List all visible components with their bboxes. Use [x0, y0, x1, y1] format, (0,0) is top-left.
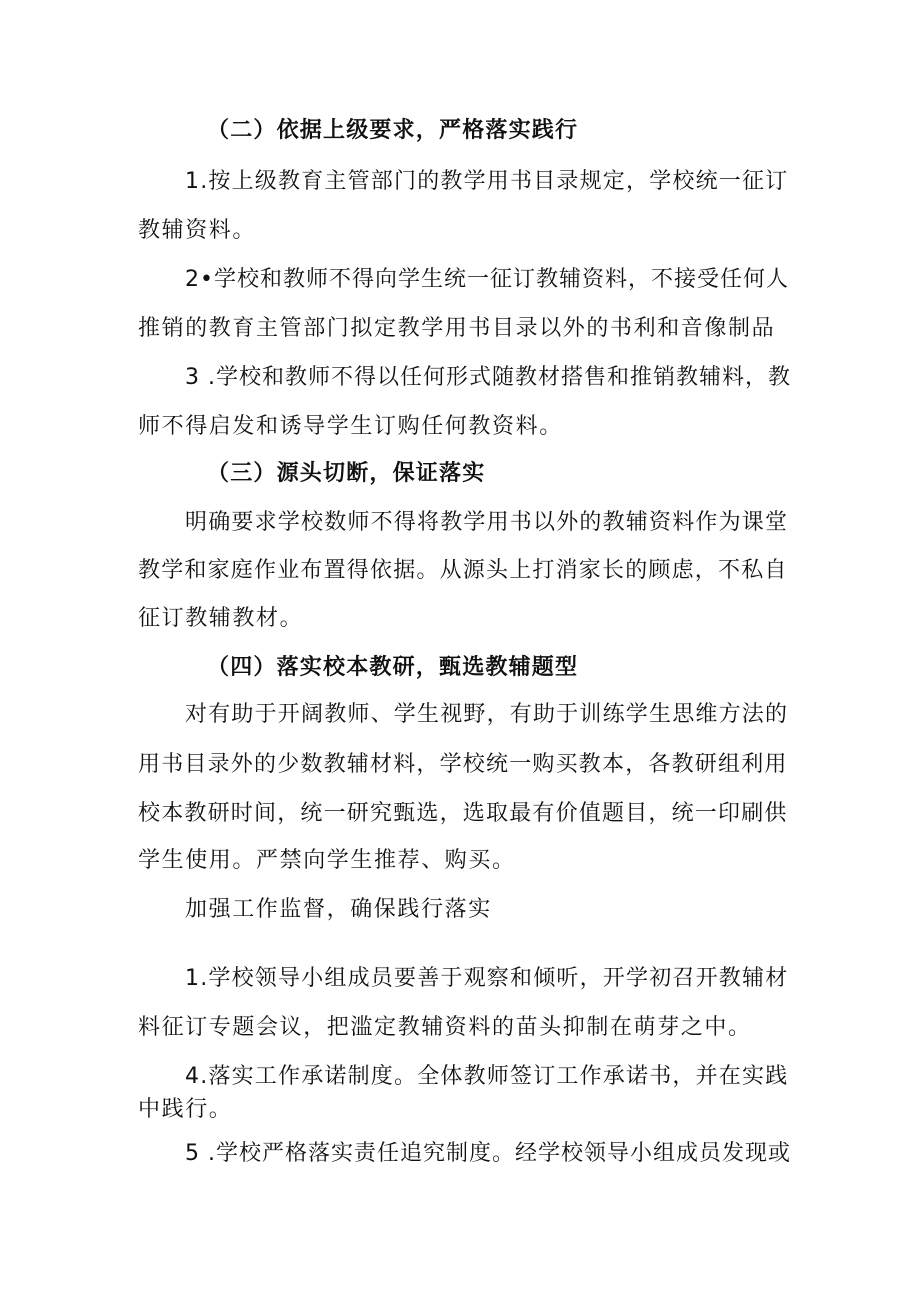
item-3-line-1: 3 .学校和教师不得以任何形式随教材搭售和推销教辅料，教 [185, 365, 791, 390]
item-2-line-2: 推销的教育主管部门拟定教学用书目录以外的书利和音像制品 [138, 316, 776, 341]
item-3-line-2: 师不得启发和诱导学生订购任何教资料。 [138, 414, 563, 439]
section-heading-2: （二）依据上级要求，严格落实践行 [207, 118, 579, 143]
para-3-line-1: 明确要求学校数师不得将教学用书以外的教辅资料作为课堂 [185, 510, 789, 535]
item-1-line-2: 教辅资料。 [138, 218, 257, 243]
section-heading-3: （三）源头切断，保证落实 [207, 461, 486, 486]
sup-1-line-2: 料征订专题会议，把滥定教辅资料的苗头抑制在萌芽之中。 [138, 1015, 752, 1040]
sup-5-line-1: 5 .学校严格落实责任追究制度。经学校领导小组成员发现或 [185, 1141, 791, 1166]
para-4-line-2: 用书目录外的少数教辅材料，学校统一购买教本，各教研组利用 [138, 752, 788, 777]
sup-4-line-2: 中践行。 [138, 1097, 233, 1122]
item-2-line-1: 2•学校和教师不得向学生统一征订教辅资料，不接受任何人 [185, 267, 789, 292]
item-1-line-1: 1.按上级教育主管部门的教学用书目录规定，学校统一征订 [185, 169, 789, 194]
para-4-line-1: 对有助于开阔教师、学生视野，有助于训练学生思维方法的 [185, 702, 789, 727]
section-heading-4: （四）落实校本教研，甄选教辅题型 [207, 655, 579, 680]
sup-4-line-1: 4.落实工作承诺制度。全体教师签订工作承诺书，并在实践 [185, 1064, 789, 1089]
para-3-line-2: 教学和家庭作业布置得依据。从源头上打消家长的顾虑，不私自 [138, 558, 788, 583]
section-heading-5: 加强工作监督，确保践行落实 [185, 897, 492, 922]
para-4-line-3: 校本教研时间，统一研究甄选，选取最有价值题目，统一印刷供 [138, 801, 788, 826]
sup-1-line-1: 1.学校领导小组成员要善于观察和倾听，开学初召开教辅材 [185, 966, 789, 991]
para-3-line-3: 征订教辅教材。 [138, 606, 304, 631]
para-4-line-4: 学生使用。严禁向学生推荐、购买。 [138, 848, 516, 873]
